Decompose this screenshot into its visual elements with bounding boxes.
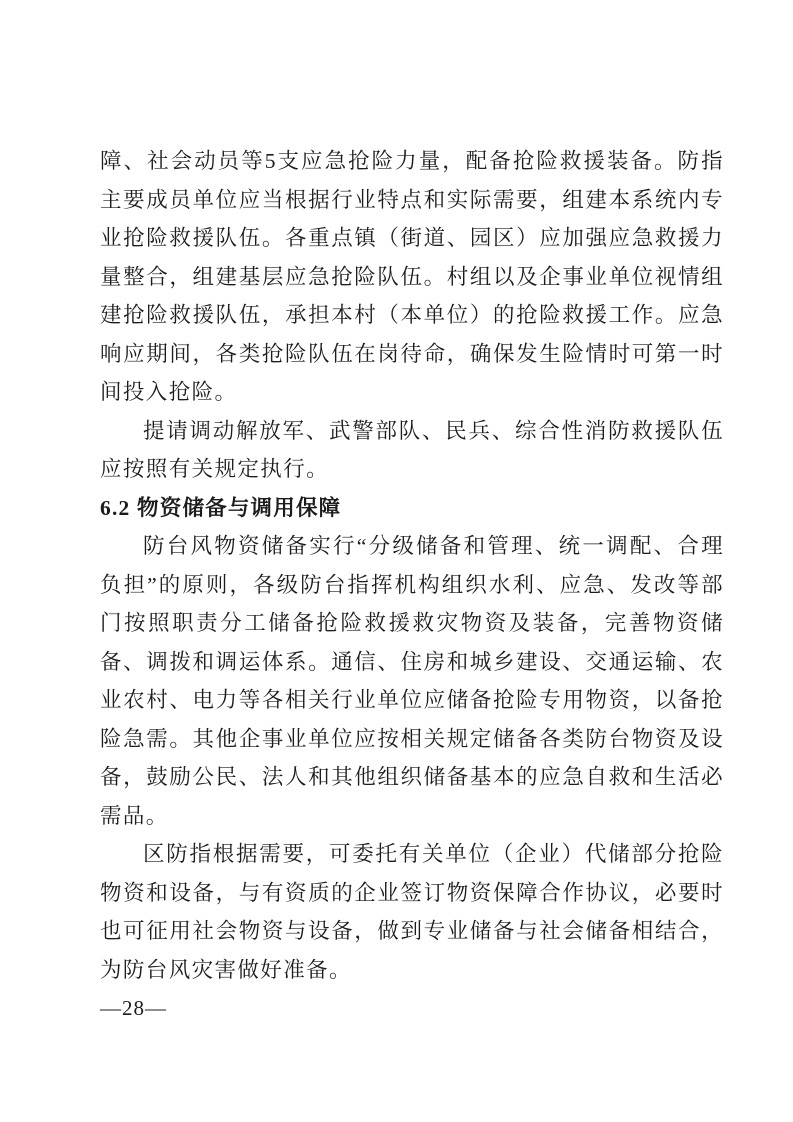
paragraph-rescue-forces-continued: 障、社会动员等5支应急抢险力量，配备抢险救援装备。防指主要成员单位应当根据行业特点和实际需要，组建本系统内专业抢险救援队伍。各重点镇（街道、园区）应加强应急救援力量整合，组建基层应急抢险队伍。村组以及企事业单位视情组建抢险救援队伍，承担本村（本单位）的抢险救援工作。应急响应期间，各类抢险队伍在岗待命，确保发生险情时可第一时间投入抢险。 xyxy=(100,149,724,404)
page-number: —28— xyxy=(100,996,167,1020)
section-heading-6-2-material-reserve: 6.2 物资储备与调用保障 xyxy=(100,495,342,520)
page-content xyxy=(100,142,724,989)
paragraph-material-reserve-principles: 防台风物资储备实行“分级储备和管理、统一调配、合理负担”的原则，各级防台指挥机构组织水利、应急、发改等部门按照职责分工储备抢险救援救灾物资及装备，完善物资储备、调拨和调运体系。通信、住房和城乡建设、交通运输、农业农村、电力等各相关行业单位应储备抢险专用物资，以备抢险急需。其他企事业单位应按相关规定储备各类防台物资及设备，鼓励公民、法人和其他组织储备基本的应急自救和生活必需品。 xyxy=(100,534,724,828)
paragraph-entrusted-storage: 区防指根据需要，可委托有关单位（企业）代储部分抢险物资和设备，与有资质的企业签订物资保障合作协议，必要时也可征用社会物资与设备，做到专业储备与社会储备相结合，为防台风灾害做好准备。 xyxy=(100,842,724,982)
paragraph-military-deployment: 提请调动解放军、武警部队、民兵、综合性消防救援队伍应按照有关规定执行。 xyxy=(100,418,724,481)
